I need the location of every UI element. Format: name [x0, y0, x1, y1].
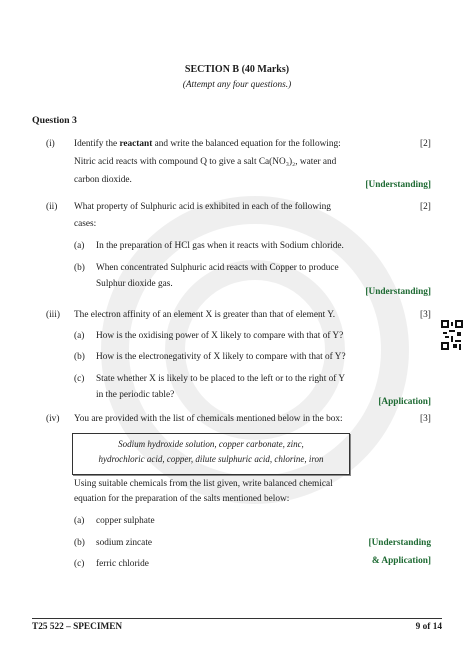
sub-number: (b) [74, 538, 85, 548]
part-question-text: You are provided with the list of chemicals mentioned below in the box: [74, 414, 343, 424]
sub-question-text: Sulphur dioxide gas. [96, 279, 173, 289]
skill-tag: [Understanding] [365, 180, 431, 190]
sub-question-text: ferric chloride [96, 559, 149, 569]
part-number: (iv) [46, 414, 60, 424]
part-question-text: equation for the preparation of the salts mentioned below: [74, 494, 290, 504]
chemicals-list-line: Sodium hydroxide solution, copper carbonate, zinc, [118, 439, 304, 449]
marks-label: [3] [420, 414, 431, 424]
part-question-text: Using suitable chemicals from the list given, write balanced chemical [74, 479, 333, 489]
footer-paper-code: T25 522 – SPECIMEN [32, 622, 123, 632]
skill-tag: & Application] [371, 556, 431, 566]
sub-number: (b) [74, 352, 85, 362]
sub-number: (b) [74, 263, 85, 273]
qr-code-image [441, 320, 463, 350]
part-number: (ii) [46, 202, 58, 212]
part-question-text: cases: [74, 219, 97, 229]
part-question-text: The electron affinity of an element X is greater than that of element Y. [74, 310, 336, 320]
skill-tag: [Understanding [368, 538, 431, 548]
sub-number: (a) [74, 331, 85, 341]
sub-number: (a) [74, 516, 85, 526]
skill-tag: [Understanding] [365, 287, 431, 297]
section-title: SECTION B (40 Marks) [184, 64, 290, 75]
footer-divider [32, 618, 442, 619]
sub-number: (c) [74, 374, 85, 384]
part-number: (i) [46, 139, 55, 149]
sub-question-text: State whether X is likely to be placed to the left or to the right of Y [96, 374, 346, 384]
sub-question-text: in the periodic table? [96, 390, 175, 400]
sub-question-text: In the preparation of HCl gas when it reacts with Sodium chloride. [96, 241, 344, 251]
sub-question-text: copper sulphate [96, 516, 155, 526]
part-number: (iii) [46, 310, 60, 320]
part-question-text: What property of Sulphuric acid is exhibited in each of the following [74, 202, 331, 212]
sub-question-text: When concentrated Sulphuric acid reacts with Copper to produce [96, 263, 339, 273]
footer-page-number: 9 of 14 [415, 622, 442, 632]
marks-label: [2] [420, 139, 431, 149]
sub-number: (c) [74, 559, 85, 569]
sub-number: (a) [74, 241, 85, 251]
marks-label: [3] [420, 310, 431, 320]
sub-question-text: How is the oxidising power of X likely to compare with that of Y? [96, 331, 344, 341]
sub-question-text: sodium zincate [96, 538, 153, 548]
skill-tag: [Application] [378, 397, 431, 407]
chemicals-list-box [72, 433, 350, 475]
sub-question-text: How is the electronegativity of X likely to compare with that of Y? [96, 352, 346, 362]
part-question-text: Nitric acid reacts with compound Q to give a salt Ca(NO₃)₂, water and [74, 157, 337, 167]
question-title: Question 3 [32, 115, 77, 126]
chemicals-list-line: hydrochloric acid, copper, dilute sulphuric acid, chlorine, iron [98, 454, 324, 465]
part-question-text: Identify the reactant and write the balanced equation for the following: [74, 139, 341, 149]
part-question-text: carbon dioxide. [74, 175, 132, 185]
section-instruction: (Attempt any four questions.) [182, 80, 292, 90]
marks-label: [2] [420, 202, 431, 212]
